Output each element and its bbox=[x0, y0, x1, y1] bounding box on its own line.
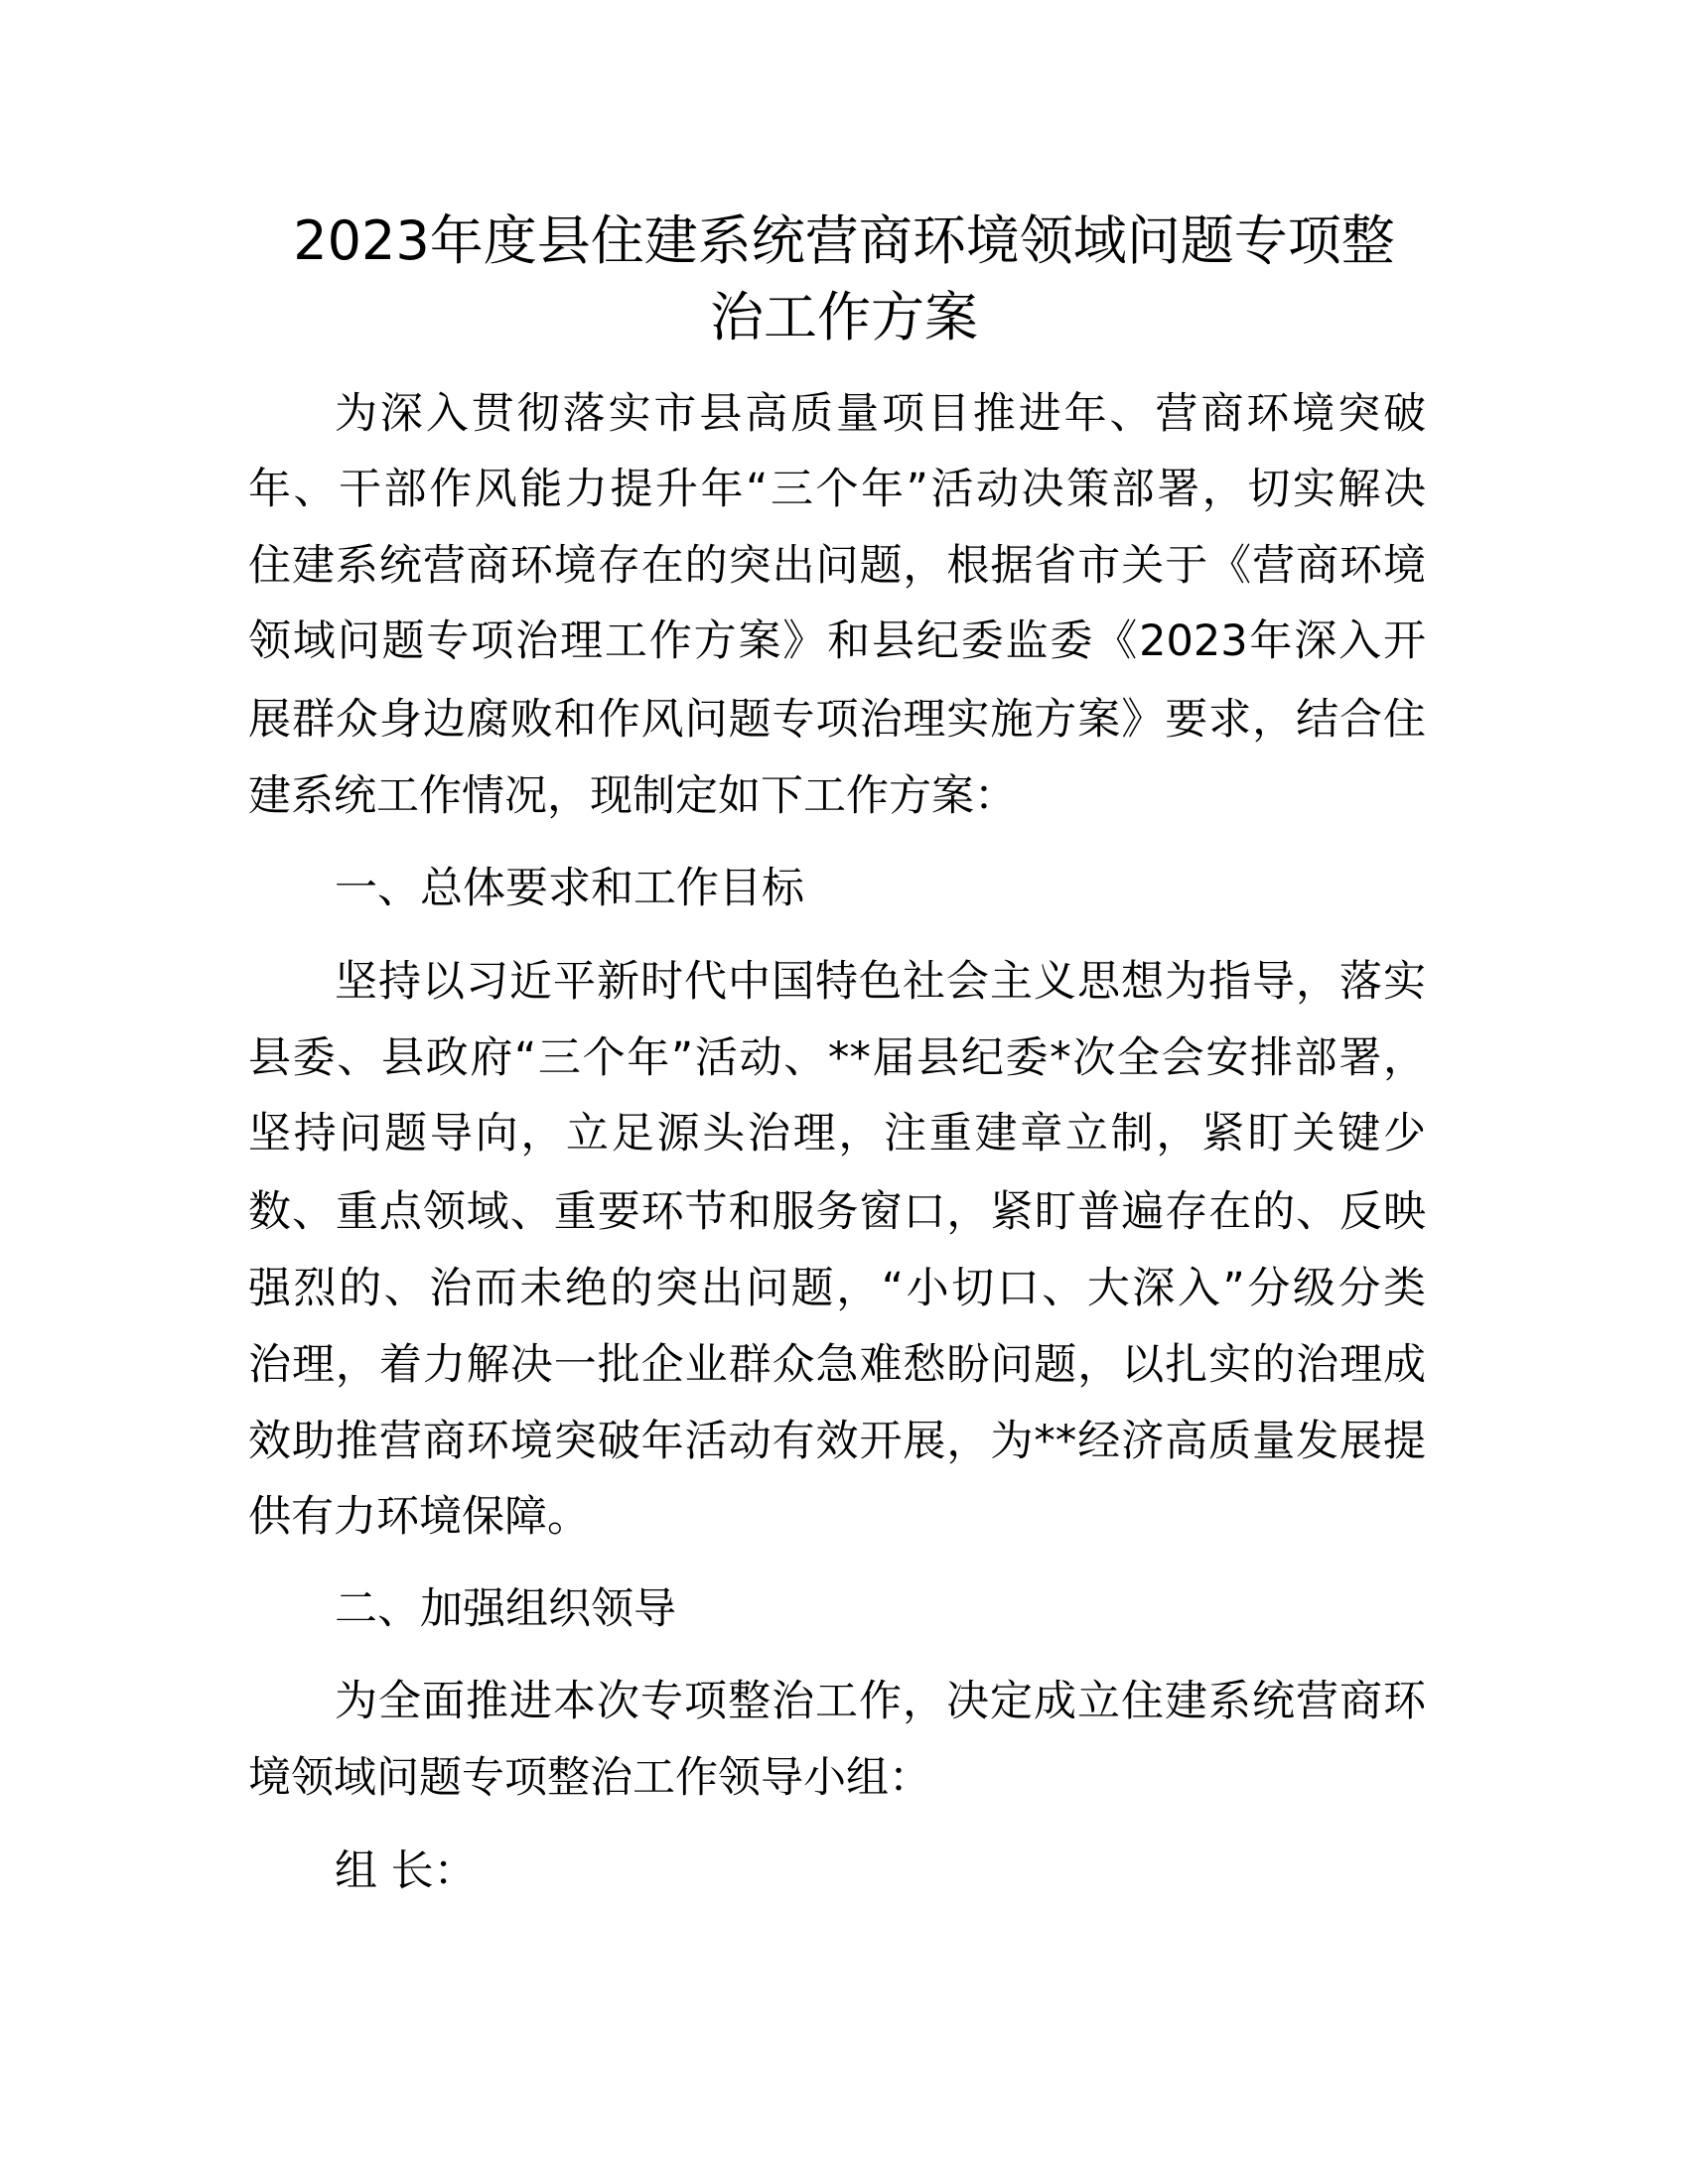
text-line: 为深入贯彻落实市县高质量项目推进年、营商环境突破 bbox=[335, 389, 1426, 439]
text-line: 供有力环境保障。 bbox=[248, 1492, 590, 1542]
text-line: 坚持问题导向，立足源头治理，注重建章立制，紧盯关键少 bbox=[248, 1109, 1426, 1159]
text-line: 年、干部作风能力提升年“三个年”活动决策部署，切实解决 bbox=[248, 465, 1426, 514]
text-line: 数、重点领域、重要环节和服务窗口，紧盯普遍存在的、反映 bbox=[248, 1187, 1426, 1237]
text-line: 住建系统营商环境存在的突出问题，根据省市关于《营商环境 bbox=[248, 541, 1426, 591]
document-title-line-2: 治工作方案 bbox=[710, 286, 978, 348]
text-line: 领域问题专项治理工作方案》和县纪委监委《2023年深入开 bbox=[248, 616, 1426, 666]
text-line: 效助推营商环境突破年活动有效开展，为**经济高质量发展提 bbox=[248, 1417, 1426, 1466]
text-line: 二、加强组织领导 bbox=[335, 1584, 676, 1634]
text-line: 组 长： bbox=[335, 1846, 477, 1896]
document-title-line-1: 2023年度县住建系统营商环境领域问题专项整 bbox=[293, 209, 1395, 272]
text-line: 为全面推进本次专项整治工作，决定成立住建系统营商环 bbox=[335, 1677, 1426, 1726]
text-line: 境领域问题专项整治工作领导小组： bbox=[248, 1753, 931, 1803]
text-line: 坚持以习近平新时代中国特色社会主义思想为指导，落实 bbox=[335, 957, 1426, 1007]
text-line: 建系统工作情况，现制定如下工作方案： bbox=[248, 771, 1017, 821]
text-line: 展群众身边腐败和作风问题专项治理实施方案》要求，结合住 bbox=[248, 695, 1426, 745]
text-line: 一、总体要求和工作目标 bbox=[335, 864, 804, 913]
text-line: 强烈的、治而未绝的突出问题，“小切口、大深入”分级分类 bbox=[248, 1264, 1426, 1313]
text-line: 县委、县政府“三个年”活动、**届县纪委*次全会安排部署， bbox=[248, 1033, 1426, 1083]
text-line: 治理，着力解决一批企业群众急难愁盼问题，以扎实的治理成 bbox=[248, 1340, 1426, 1390]
